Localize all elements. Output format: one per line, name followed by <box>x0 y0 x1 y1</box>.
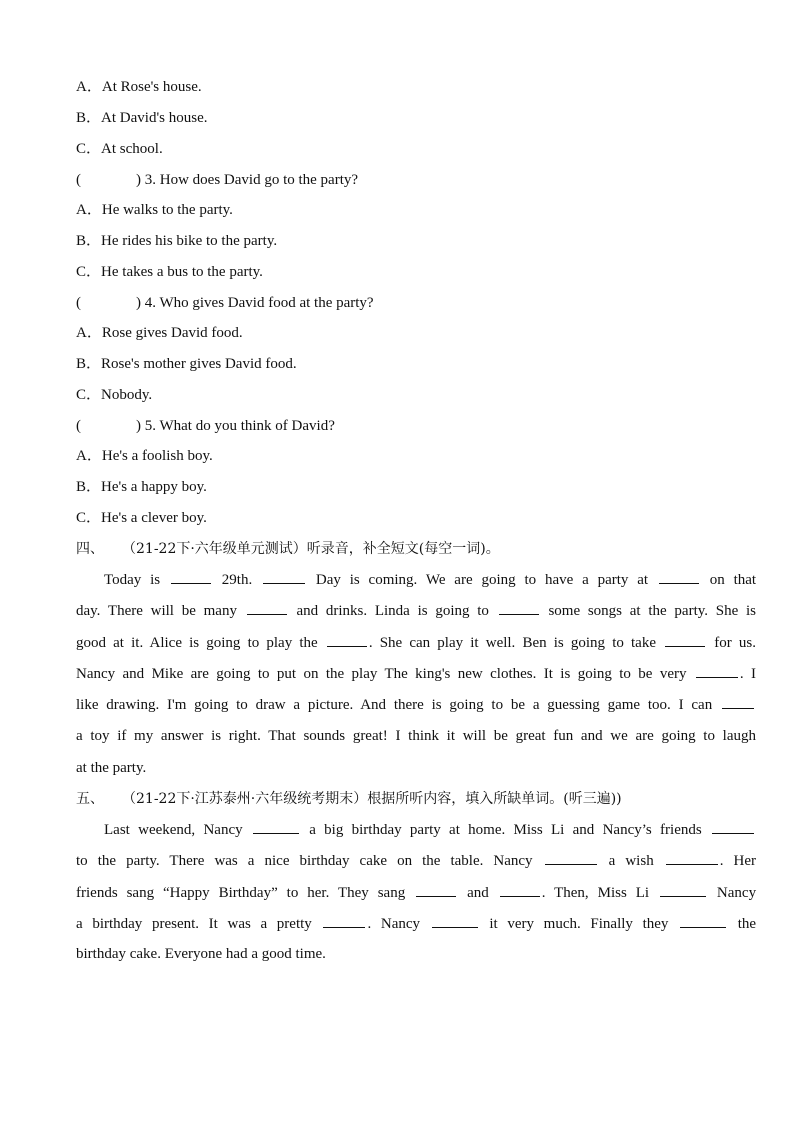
q5-option-c: C．He's a clever boy. <box>76 510 207 526</box>
answer-blank[interactable] <box>171 569 211 584</box>
answer-blank[interactable] <box>696 663 738 678</box>
answer-blank[interactable] <box>323 913 365 928</box>
s5-line-2: to the party. There was a nice birthday cake on the table. Nancy a wish . Her <box>76 850 756 871</box>
question-4: ( ) 4. Who gives David food at the party? <box>76 295 374 311</box>
answer-blank[interactable] <box>253 819 299 834</box>
answer-blank[interactable] <box>680 913 726 928</box>
answer-blank[interactable] <box>712 819 754 834</box>
s5-line-3: friends sang “Happy Birthday” to her. They sang and . Then, Miss Li Nancy <box>76 882 756 903</box>
answer-blank[interactable] <box>263 569 305 584</box>
q4-option-b: B．Rose's mother gives David food. <box>76 356 297 372</box>
s4-line-1: Today is 29th. Day is coming. We are going to have a party at on that <box>104 569 756 590</box>
answer-blank[interactable] <box>665 632 705 647</box>
s5-line-4: a birthday present. It was a pretty . Nancy it very much. Finally they the <box>76 913 756 934</box>
s4-line-2: day. There will be many and drinks. Linda is going to some songs at the party. She is <box>76 600 756 621</box>
q3-option-a: A．He walks to the party. <box>76 202 233 218</box>
s5-line-1: Last weekend, Nancy a big birthday party at home. Miss Li and Nancy’s friends <box>104 819 756 840</box>
answer-blank[interactable] <box>416 882 456 897</box>
section-4-heading: 四、 （21-22下·六年级单元测试）听录音，补全短文(每空一词)。 <box>76 541 500 557</box>
answer-blank[interactable] <box>499 600 539 615</box>
q5-option-b: B．He's a happy boy. <box>76 479 207 495</box>
q2-option-a: A．At Rose's house. <box>76 79 202 95</box>
q4-option-c: C．Nobody. <box>76 387 153 403</box>
s4-line-4: Nancy and Mike are going to put on the play The king's new clothes. It is going to be very . I <box>76 663 756 684</box>
q3-option-b: B．He rides his bike to the party. <box>76 233 278 249</box>
answer-blank[interactable] <box>666 850 718 865</box>
s5-line-5: birthday cake. Everyone had a good time. <box>76 946 326 962</box>
answer-blank[interactable] <box>660 882 706 897</box>
answer-blank[interactable] <box>327 632 367 647</box>
answer-blank[interactable] <box>432 913 478 928</box>
q3-option-c: C．He takes a bus to the party. <box>76 264 263 280</box>
s4-line-5: like drawing. I'm going to draw a picture. And there is going to be a guessing game too. I can <box>76 694 756 715</box>
q4-option-a: A．Rose gives David food. <box>76 325 243 341</box>
answer-blank[interactable] <box>722 694 754 709</box>
question-5: ( ) 5. What do you think of David? <box>76 418 335 434</box>
q2-option-c: C．At school. <box>76 141 163 157</box>
answer-blank[interactable] <box>545 850 597 865</box>
question-3: ( ) 3. How does David go to the party? <box>76 172 359 188</box>
answer-blank[interactable] <box>500 882 540 897</box>
s4-line-7: at the party. <box>76 760 147 776</box>
q2-option-b: B．At David's house. <box>76 110 208 126</box>
s4-line-3: good at it. Alice is going to play the . She can play it well. Ben is going to take for us. <box>76 632 756 653</box>
section-5-heading: 五、 （21-22下·江苏泰州·六年级统考期末）根据所听内容，填入所缺单词。(听三遍)) <box>76 791 622 807</box>
answer-blank[interactable] <box>659 569 699 584</box>
s4-line-6: a toy if my answer is right. That sounds great! I think it will be great fun and we are going to laugh <box>76 728 756 744</box>
q5-option-a: A．He's a foolish boy. <box>76 448 213 464</box>
answer-blank[interactable] <box>247 600 287 615</box>
